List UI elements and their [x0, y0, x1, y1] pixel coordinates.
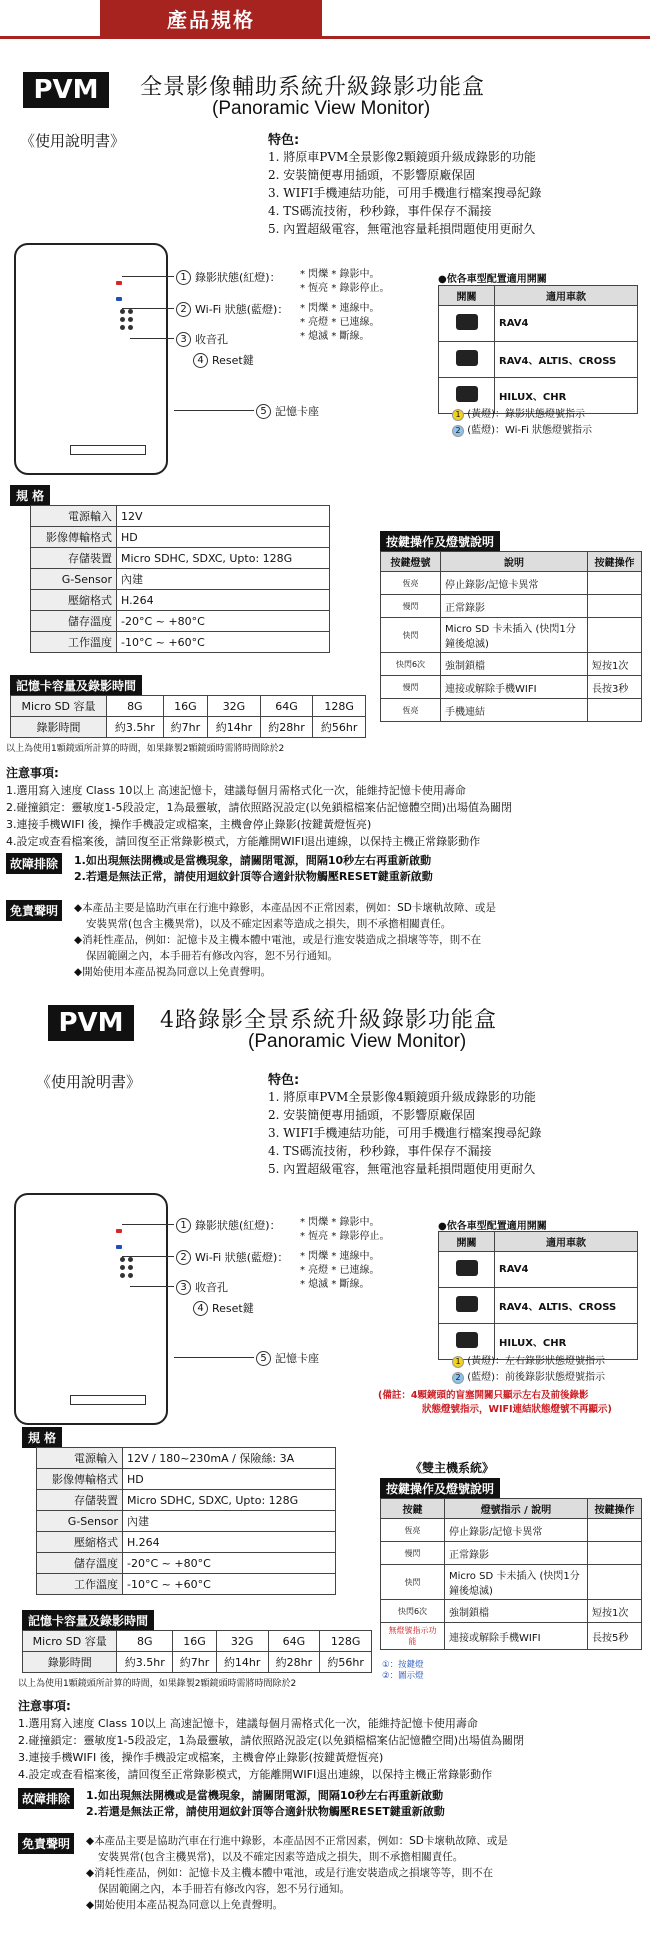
label-record-status: 1 錄影狀態(紅燈)：: [176, 1217, 281, 1233]
capacity-header: 記憶卡容量及錄影時間: [10, 675, 142, 696]
table-row: 儲存溫度 -20°C ~ +80°C: [37, 1553, 336, 1574]
trouble-tag: 故障排除: [18, 1788, 74, 1809]
led-blue-legend: 2 (藍燈)：前後錄影狀態燈號指示: [452, 1371, 605, 1385]
capacity-note: 以上為使用1顆鏡頭所計算的時間，如果錄製2顆鏡頭時需將時間除於2: [18, 1679, 297, 1689]
table-row: 快閃6次 強制鎖檔 短按1次: [381, 1600, 642, 1623]
table-row: RAV4: [439, 306, 638, 342]
red-remark: (備註：4顆鏡頭的盲塞開關只顯示左右及前後錄影 狀態燈號指示，WIFI連結狀態燈號不再顯示): [378, 1390, 612, 1415]
wifi-status-desc: * 閃爍 * 連線中。 * 亮燈 * 已連線。 * 熄滅 * 斷線。: [300, 1251, 380, 1290]
notes-title: 注意事項:: [6, 766, 59, 780]
pvm-logo: PVM: [23, 72, 109, 108]
disclaimer-list: ◆本產品主要是協助汽車在行進中錄影，本產品因不正常因素，例如：SD卡壞軌故障、或是 安裝異常(包含主機異常)，以及不確定因素等造成之損失，則不承擔相關責任。 ◆消耗性產品，例如：記憶卡及主機本體中電池，或是行進安裝造成之損壞等等，則不在 保固範圍之內，本手冊若有修改內容，恕不另行通知。 ◆開始使用本產品視為同意以上免責聲明。: [86, 1835, 508, 1911]
label-record-status: 1 錄影狀態(紅燈)：: [176, 269, 281, 285]
table-row: 慢閃 連接或解除手機WIFI 長按3秒: [381, 676, 642, 699]
table-row: RAV4: [439, 1252, 638, 1288]
manual-label: 《使用說明書》: [20, 132, 126, 150]
table-row: 儲存溫度 -20°C ~ +80°C: [31, 611, 330, 632]
ops-table: 按鍵 燈號指示 / 說明 按鍵操作 恆亮 停止錄影/記憶卡異常 慢閃 正常錄影 快閃 Micro SD 卡未插入 (快閃1分鐘後熄滅) 快閃6次 強制鎖檔 短按1次 無燈號指示功能 連接或解除手機WIFI 長按5秒: [380, 1498, 642, 1650]
notes-list: [18, 1715, 524, 1783]
table-row: 存儲裝置 Micro SDHC, SDXC, Upto: 128G: [37, 1490, 336, 1511]
label-sd-slot: 5 記憶卡座: [256, 403, 319, 419]
led-yellow-legend: 1 (黃燈)：錄影狀態燈號指示: [452, 408, 585, 422]
table-row: 快閃 Micro SD 卡未插入 (快閃1分鐘後熄滅): [381, 618, 642, 653]
note-item: 3.連接手機WIFI 後，操作手機設定或檔案，主機會停止錄影(按鍵黃燈恆亮): [18, 1751, 384, 1764]
table-row: G-Sensor 內建: [37, 1511, 336, 1532]
note-item: 2.碰撞鎖定：靈敏度1-5段設定，1為最靈敏，請依照路況設定(以免鎖檔檔案佔記憶體空間)出場值為關閉: [6, 801, 513, 814]
table-row: 工作溫度 -10°C ~ +60°C: [31, 632, 330, 653]
table-row: HILUX、CHR: [439, 1324, 638, 1360]
leader-line: [122, 308, 174, 309]
switch-icon: [456, 386, 478, 402]
table-row: 存儲裝置 Micro SDHC, SDXC, Upto: 128G: [31, 548, 330, 569]
notes-title: 注意事項:: [18, 1699, 71, 1713]
label-reset: 4 Reset鍵: [193, 1300, 254, 1316]
table-row: 恆亮 手機連結: [381, 699, 642, 722]
note-item: 4.設定或查看檔案後，請回復至正常錄影模式，方能離開WIFI退出連線，以保持主機正常錄影動作: [6, 835, 481, 848]
spec-table: [36, 1447, 336, 1595]
red-led-icon: [116, 1229, 122, 1233]
feature-item: 4. TS碼流技術，秒秒錄，事件保存不漏接: [268, 1144, 492, 1158]
label-mic: 3 收音孔: [176, 331, 228, 347]
table-row: 電源輸入 12V: [31, 506, 330, 527]
product-title: 4路錄影全景系統升級錄影功能盒: [160, 1008, 497, 1033]
spec-table: [30, 505, 330, 653]
table-row: 無燈號指示功能 連接或解除手機WIFI 長按5秒: [381, 1623, 642, 1650]
product-subtitle: (Panoramic View Monitor): [212, 98, 431, 119]
features-list: [268, 148, 541, 238]
feature-item: 3. WIFI手機連結功能，可用手機進行檔案搜尋紀錄: [268, 186, 542, 200]
note-item: 4.設定或查看檔案後，請回復至正常錄影模式，方能離開WIFI退出連線，以保持主機正常錄影動作: [18, 1768, 493, 1781]
car-table: 開關 適用車款 RAV4 RAV4、ALTIS、CROSS HILUX、CHR: [438, 1231, 638, 1360]
table-row: 快閃 Micro SD 卡未插入 (快閃1分鐘後熄滅): [381, 1565, 642, 1600]
features-list: [268, 1088, 541, 1178]
table-row: 恆亮 停止錄影/記憶卡異常: [381, 1519, 642, 1542]
product-subtitle: (Panoramic View Monitor): [248, 1031, 467, 1052]
car-table-title: ●依各車型配置適用開關: [438, 274, 547, 285]
label-sd-slot: 5 記憶卡座: [256, 1350, 319, 1366]
label-reset: 4 Reset鍵: [193, 352, 254, 368]
blue-led-icon: [116, 1245, 122, 1249]
table-row: 工作溫度 -10°C ~ +60°C: [37, 1574, 336, 1595]
leader-line: [130, 1286, 174, 1287]
features-title: 特色:: [268, 1073, 300, 1088]
features-title: 特色:: [268, 133, 300, 148]
device-body: [14, 243, 168, 475]
table-row: 影像傳輸格式 HD: [31, 527, 330, 548]
mic-holes-icon: [120, 1257, 133, 1278]
led-blue-legend: 2 (藍燈)：Wi-Fi 狀態燈號指示: [452, 424, 592, 438]
notes-list: [6, 782, 512, 850]
table-row: RAV4、ALTIS、CROSS: [439, 1288, 638, 1324]
table-row: 錄影時間 約3.5hr 約7hr 約14hr 約28hr 約56hr: [11, 717, 366, 738]
table-row: 影像傳輸格式 HD: [37, 1469, 336, 1490]
capacity-note: 以上為使用1顆鏡頭所計算的時間，如果錄製2顆鏡頭時需將時間除於2: [6, 744, 285, 754]
sd-slot-icon: [70, 1395, 146, 1405]
wifi-status-desc: * 閃爍 * 連線中。 * 亮燈 * 已連線。 * 熄滅 * 斷線。: [300, 303, 380, 342]
table-row: RAV4、ALTIS、CROSS: [439, 342, 638, 378]
switch-icon: [456, 1332, 478, 1348]
disclaimer-list: ◆本產品主要是協助汽車在行進中錄影，本產品因不正常因素，例如：SD卡壞軌故障、或是 安裝異常(包含主機異常)，以及不確定因素等造成之損失，則不承擔相關責任。 ◆消耗性產品，例如：記憶卡及主機本體中電池，或是行進安裝造成之損壞等等，則不在 保固範圍之內，本手冊若有修改內容，恕不另行通知。 ◆開始使用本產品視為同意以上免責聲明。: [74, 902, 496, 978]
dual-host-label: 《雙主機系統》: [410, 1461, 495, 1475]
table-row: 慢閃 正常錄影: [381, 1542, 642, 1565]
switch-icon: [456, 1296, 478, 1312]
spec-header: 規 格: [10, 485, 50, 506]
table-row: 快閃6次 強制鎖檔 短按1次: [381, 653, 642, 676]
feature-item: 1. 將原車PVM全景影像2顆鏡頭升級成錄影的功能: [268, 150, 536, 164]
feature-item: 4. TS碼流技術，秒秒錄，事件保存不漏接: [268, 204, 492, 218]
ops-table: 按鍵燈號 說明 按鍵操作 恆亮 停止錄影/記憶卡異常 慢閃 正常錄影 快閃 Micro SD 卡未插入 (快閃1分鐘後熄滅) 快閃6次 強制鎖檔 短按1次 慢閃 連接或解除手機WIFI 長按3秒 恆亮 手機連結: [380, 551, 642, 722]
table-row: Micro SD 容量 8G 16G 32G 64G 128G: [11, 696, 366, 717]
section-2: [0, 995, 650, 1933]
switch-icon: [456, 350, 478, 366]
trouble-list: 1.如出現無法開機或是當機現象，請關閉電源，間隔10秒左右再重新啟動 2.若還是無法正常，請使用迴紋針頂等合適針狀物觸壓RESET鍵重新啟動: [86, 1789, 445, 1818]
record-status-desc: * 閃爍 * 錄影中。 * 恆亮 * 錄影停止。: [300, 1217, 390, 1242]
table-row: 錄影時間 約3.5hr 約7hr 約14hr 約28hr 約56hr: [23, 1652, 372, 1673]
leader-line: [130, 338, 174, 339]
label-mic: 3 收音孔: [176, 1279, 228, 1295]
trouble-list: 1.如出現無法開機或是當機現象，請關閉電源，間隔10秒左右再重新啟動 2.若還是無法正常，請使用迴紋針頂等合適針狀物觸壓RESET鍵重新啟動: [74, 854, 433, 883]
label-wifi-status: 2 Wi-Fi 狀態(藍燈)：: [176, 1249, 288, 1265]
table-row: 慢閃 正常錄影: [381, 595, 642, 618]
trouble-tag: 故障排除: [6, 853, 62, 874]
product-title: 全景影像輔助系統升級錄影功能盒: [140, 75, 486, 100]
feature-item: 3. WIFI手機連結功能，可用手機進行檔案搜尋紀錄: [268, 1126, 542, 1140]
note-item: 1.選用寫入速度 Class 10以上 高速記憶卡，建議每個月需格式化一次，能維持記憶卡使用壽命: [6, 784, 466, 797]
leader-line: [122, 276, 174, 277]
table-row: 壓縮格式 H.264: [31, 590, 330, 611]
feature-item: 5. 內置超級電容，無電池容量耗損問題使用更耐久: [268, 222, 536, 236]
ops-header: 按鍵操作及燈號說明: [380, 1478, 500, 1499]
manual-label: 《使用說明書》: [36, 1073, 142, 1091]
capacity-header: 記憶卡容量及錄影時間: [22, 1610, 154, 1631]
leader-line: [122, 1256, 174, 1257]
note-item: 2.碰撞鎖定：靈敏度1-5段設定，1為最靈敏，請依照路況設定(以免鎖檔檔案佔記憶體空間)出場值為關閉: [18, 1734, 525, 1747]
ops-legend: ①：按鍵燈 ②：圖示燈: [382, 1660, 424, 1681]
disclaimer-tag: 免責聲明: [6, 900, 62, 921]
feature-item: 2. 安裝簡便專用插頭，不影響原廠保固: [268, 1108, 476, 1122]
table-row: 壓縮格式 H.264: [37, 1532, 336, 1553]
led-yellow-legend: 1 (黃燈)：左右錄影狀態燈號指示: [452, 1355, 605, 1369]
leader-line: [174, 410, 254, 411]
feature-item: 5. 內置超級電容，無電池容量耗損問題使用更耐久: [268, 1162, 536, 1176]
table-row: 恆亮 停止錄影/記憶卡異常: [381, 572, 642, 595]
red-led-icon: [116, 281, 122, 285]
feature-item: 2. 安裝簡便專用插頭，不影響原廠保固: [268, 168, 476, 182]
switch-icon: [456, 314, 478, 330]
table-row: Micro SD 容量 8G 16G 32G 64G 128G: [23, 1631, 372, 1652]
feature-item: 1. 將原車PVM全景影像4顆鏡頭升級成錄影的功能: [268, 1090, 536, 1104]
switch-icon: [456, 1260, 478, 1276]
record-status-desc: * 閃爍 * 錄影中。 * 恆亮 * 錄影停止。: [300, 269, 390, 294]
car-table: 開關 適用車款 RAV4 RAV4、ALTIS、CROSS HILUX、CHR: [438, 285, 638, 414]
table-row: HILUX、CHR: [439, 378, 638, 414]
disclaimer-tag: 免責聲明: [18, 1833, 74, 1854]
note-item: 1.選用寫入速度 Class 10以上 高速記憶卡，建議每個月需格式化一次，能維持記憶卡使用壽命: [18, 1717, 478, 1730]
device-body: [14, 1193, 168, 1425]
mic-holes-icon: [120, 309, 133, 330]
blue-led-icon: [116, 297, 122, 301]
capacity-table: [22, 1630, 372, 1673]
ops-header: 按鍵操作及燈號說明: [380, 531, 500, 552]
note-item: 3.連接手機WIFI 後，操作手機設定或檔案，主機會停止錄影(按鍵黃燈恆亮): [6, 818, 372, 831]
label-wifi-status: 2 Wi-Fi 狀態(藍燈)：: [176, 301, 288, 317]
capacity-table: [10, 695, 366, 738]
sd-slot-icon: [70, 445, 146, 455]
leader-line: [122, 1224, 174, 1225]
spec-header: 規 格: [22, 1427, 62, 1448]
page-banner: 產品規格: [100, 0, 322, 36]
table-row: G-Sensor 內建: [31, 569, 330, 590]
pvm-logo: PVM: [48, 1005, 134, 1041]
table-row: 電源輸入 12V / 180~230mA / 保險絲: 3A: [37, 1448, 336, 1469]
leader-line: [174, 1357, 254, 1358]
car-table-title: ●依各車型配置適用開關: [438, 1221, 547, 1232]
